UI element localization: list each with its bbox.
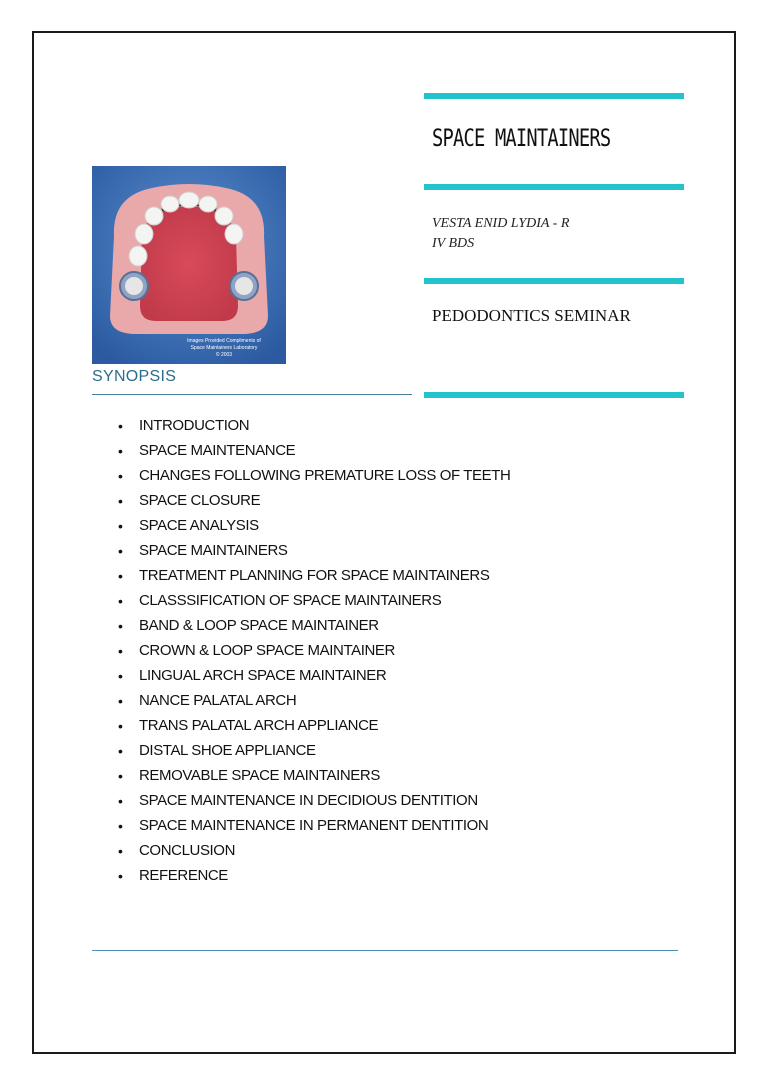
synopsis-list (118, 416, 510, 891)
list-item: • REFERENCE (118, 866, 510, 891)
list-item: • SPACE MAINTENANCE IN DECIDIOUS DENTITION (118, 791, 510, 816)
list-item: • CONCLUSION (118, 841, 510, 866)
synopsis-rule (92, 394, 412, 395)
title-top-rule (424, 93, 684, 99)
photo-caption-line2: Space Maintainers Laboratory (190, 345, 258, 351)
list-item: • NANCE PALATAL ARCH (118, 691, 510, 716)
photo-caption-line1: Images Provided Compliments of (187, 338, 261, 344)
title-bottom-rule (424, 184, 684, 190)
footer-rule (92, 950, 678, 951)
list-item: • SPACE CLOSURE (118, 491, 510, 516)
author-year: IV BDS (432, 236, 475, 251)
list-item: • TREATMENT PLANNING FOR SPACE MAINTAINERS (118, 566, 510, 591)
list-item: • CHANGES FOLLOWING PREMATURE LOSS OF TEETH (118, 466, 510, 491)
photo-caption-line3: © 2003 (215, 352, 233, 358)
author-bottom-rule (424, 278, 684, 284)
synopsis-heading: SYNOPSIS (92, 368, 177, 385)
list-item: • SPACE MAINTAINERS (118, 541, 510, 566)
list-item: • REMOVABLE SPACE MAINTAINERS (118, 766, 510, 791)
list-item: • CLASSSIFICATION OF SPACE MAINTAINERS (118, 591, 510, 616)
author-name: VESTA ENID LYDIA - R (432, 216, 570, 231)
seminar-title: PEDODONTICS SEMINAR (432, 306, 631, 325)
author-block (432, 214, 569, 254)
list-item: • DISTAL SHOE APPLIANCE (118, 741, 510, 766)
space-maintainer-photo (92, 166, 286, 364)
list-item: • LINGUAL ARCH SPACE MAINTAINER (118, 666, 510, 691)
list-item: • INTRODUCTION (118, 416, 510, 441)
list-item: • BAND & LOOP SPACE MAINTAINER (118, 616, 510, 641)
list-item: • CROWN & LOOP SPACE MAINTAINER (118, 641, 510, 666)
list-item: • SPACE MAINTENANCE (118, 441, 510, 466)
list-item: • TRANS PALATAL ARCH APPLIANCE (118, 716, 510, 741)
seminar-bottom-rule (424, 392, 684, 398)
list-item: • SPACE MAINTENANCE IN PERMANENT DENTITION (118, 816, 510, 841)
list-item: • SPACE ANALYSIS (118, 516, 510, 541)
dental-appliance-illustration (92, 166, 286, 364)
document-title: SPACE MAINTAINERS (432, 124, 611, 152)
